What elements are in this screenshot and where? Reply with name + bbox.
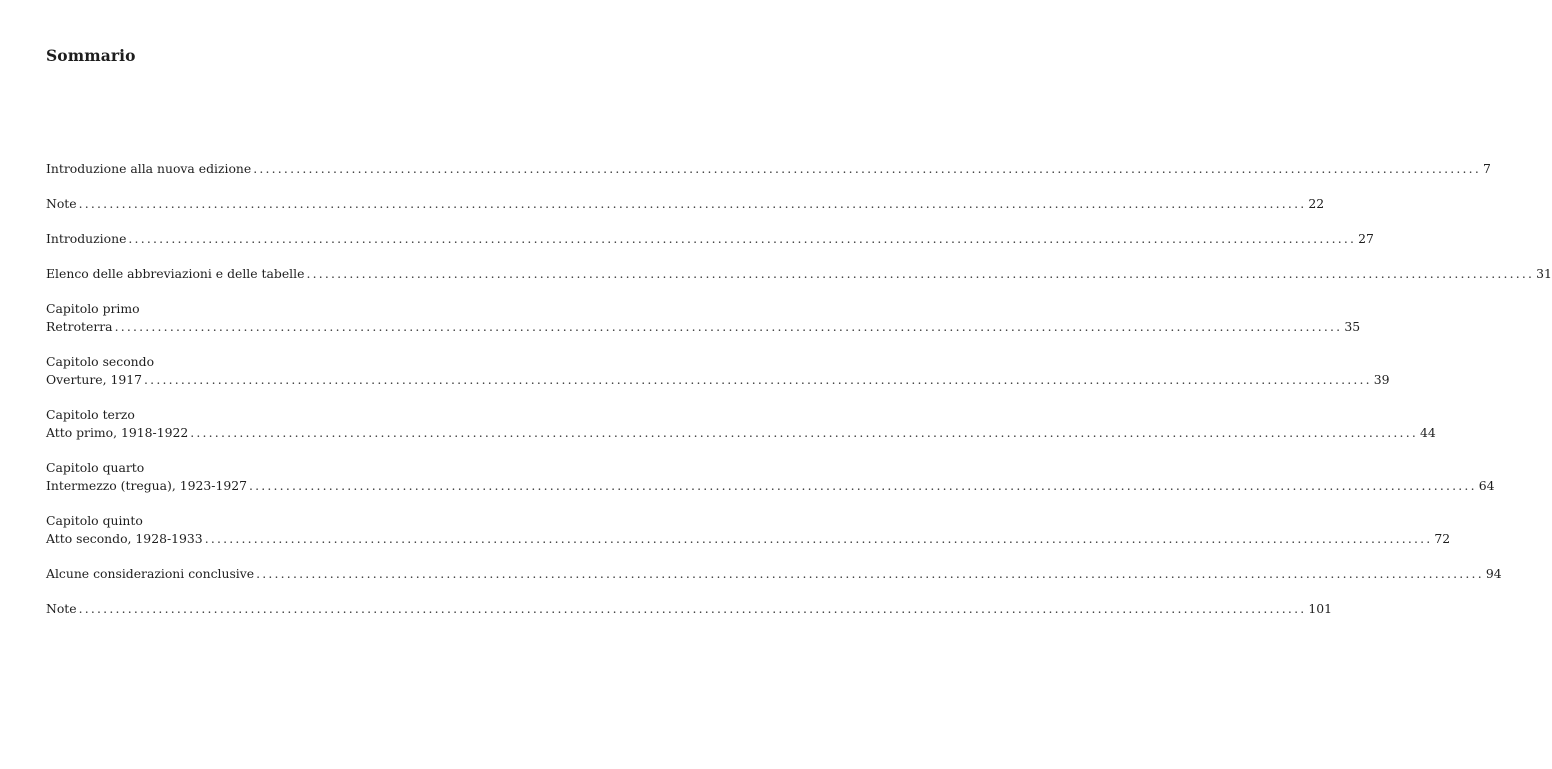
dot-leader: ........................................................................................................................................................................................................ — [306, 266, 1535, 281]
table-of-contents — [46, 160, 1552, 618]
toc-entry — [46, 512, 1451, 548]
entry-label: Retroterra — [46, 319, 113, 334]
dot-leader: ........................................................................................................................................................................................................ — [78, 601, 1307, 616]
toc-entry — [46, 353, 1390, 389]
page-number: 101 — [1308, 601, 1333, 616]
toc-line — [46, 530, 1451, 548]
toc-entry — [46, 459, 1495, 495]
page-number: 7 — [1482, 161, 1491, 176]
entry-label: Atto secondo, 1928-1933 — [46, 531, 203, 546]
page-number: 72 — [1434, 531, 1451, 546]
page-number: 94 — [1485, 566, 1502, 581]
toc-line — [46, 565, 1502, 583]
chapter-heading: Capitolo quarto — [46, 460, 145, 475]
chapter-heading: Capitolo secondo — [46, 354, 155, 369]
chapter-heading: Capitolo quinto — [46, 513, 143, 528]
page-number: 31 — [1536, 266, 1552, 281]
toc-entry — [46, 160, 1491, 178]
entry-label: Alcune considerazioni conclusive — [46, 566, 255, 581]
page-number: 35 — [1344, 319, 1361, 334]
toc-line — [46, 160, 1491, 178]
entry-label: Note — [46, 196, 77, 211]
dot-leader: ........................................................................................................................................................................................................ — [144, 372, 1372, 387]
entry-label: Introduzione — [46, 231, 127, 246]
dot-leader: ........................................................................................................................................................................................................ — [128, 231, 1357, 246]
toc-line — [46, 424, 1436, 442]
dot-leader: ........................................................................................................................................................................................................ — [78, 196, 1307, 211]
page-number: 39 — [1373, 372, 1390, 387]
dot-leader: ........................................................................................................................................................................................................ — [248, 478, 1477, 493]
dot-leader: ........................................................................................................................................................................................................ — [114, 319, 1343, 334]
entry-label: Overture, 1917 — [46, 372, 143, 387]
dot-leader: ........................................................................................................................................................................................................ — [190, 425, 1418, 440]
toc-entry — [46, 230, 1374, 248]
entry-label: Introduzione alla nuova edizione — [46, 161, 252, 176]
dot-leader: ........................................................................................................................................................................................................ — [253, 161, 1481, 176]
toc-line — [46, 477, 1495, 495]
dot-leader: ........................................................................................................................................................................................................ — [256, 566, 1484, 581]
page-number: 27 — [1358, 231, 1374, 246]
page-title: Sommario — [46, 46, 136, 65]
entry-label: Atto primo, 1918-1922 — [46, 425, 189, 440]
entry-label: Note — [46, 601, 77, 616]
toc-line — [46, 600, 1333, 618]
entry-label: Elenco delle abbreviazioni e delle tabelle — [46, 266, 305, 281]
toc-entry — [46, 265, 1552, 283]
chapter-heading: Capitolo primo — [46, 301, 140, 316]
toc-entry — [46, 300, 1361, 336]
page-number: 44 — [1419, 425, 1436, 440]
toc-entry — [46, 565, 1502, 583]
toc-line — [46, 371, 1390, 389]
toc-line — [46, 265, 1552, 283]
entry-label: Intermezzo (tregua), 1923-1927 — [46, 478, 247, 493]
chapter-heading: Capitolo terzo — [46, 407, 135, 422]
toc-line — [46, 318, 1361, 336]
toc-entry — [46, 195, 1325, 213]
dot-leader: ........................................................................................................................................................................................................ — [204, 531, 1433, 546]
toc-entry — [46, 600, 1333, 618]
page-number: 22 — [1308, 196, 1325, 211]
toc-line — [46, 195, 1325, 213]
toc-entry — [46, 406, 1436, 442]
page-number: 64 — [1478, 478, 1495, 493]
toc-line — [46, 230, 1374, 248]
